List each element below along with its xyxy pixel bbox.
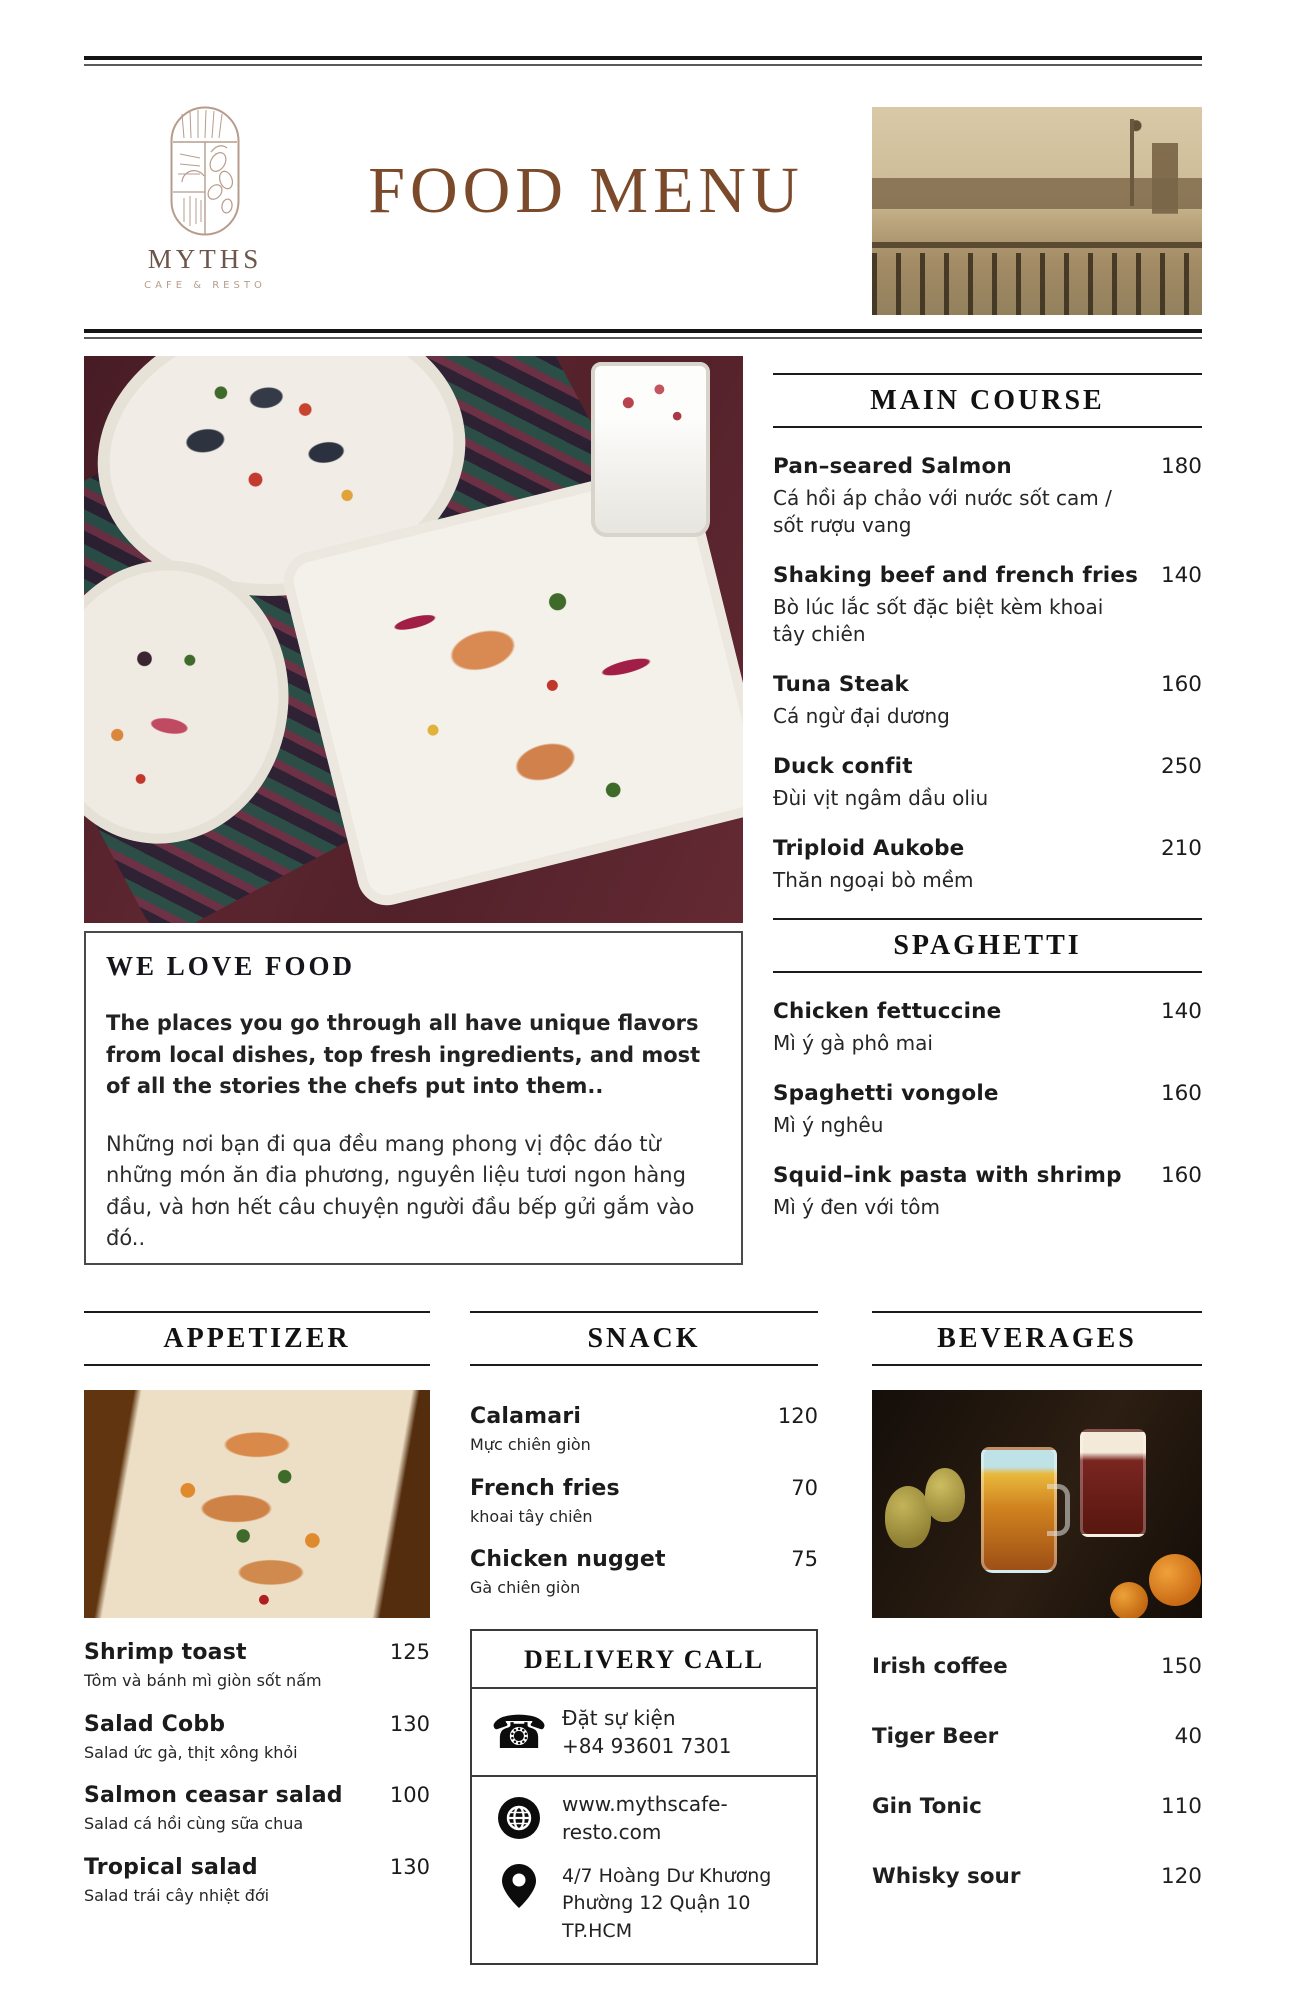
item-price: 100 <box>389 1783 430 1808</box>
section-title: MAIN COURSE <box>870 385 1105 416</box>
item-desc: Mì ý gà phô mai <box>773 1031 933 1055</box>
second-double-rule <box>84 329 1202 340</box>
top-double-rule <box>84 56 1202 67</box>
item-name: Triploid Aukobe <box>773 836 965 861</box>
delivery-address-row <box>472 1859 816 1964</box>
bottom-area <box>84 1311 1202 1965</box>
item-desc: Cá ngừ đại dương <box>773 704 950 728</box>
globe-icon <box>490 1796 548 1840</box>
item-desc: Mì ý nghêu <box>773 1113 884 1137</box>
page-title: FOOD MENU <box>368 154 804 227</box>
item-price: 40 <box>1174 1724 1202 1749</box>
item-name: Salad Cobb <box>84 1711 226 1737</box>
delivery-website: www.mythscafe-resto.com <box>562 1791 728 1844</box>
menu-item <box>84 1855 430 1907</box>
menu-item <box>872 1794 1202 1819</box>
we-love-food-body: Những nơi bạn đi qua đều mang phong vị độc đáo từ những món ăn đia phương, nguyên liệu tươi ngon hàng đầu, và hơn hết câu chuyện người đầu bếp gửi gắm vào đó.. <box>106 1131 695 1250</box>
we-love-food-lead: The places you go through all have unique flavors from local dishes, top fresh ingredients, and most of all the stories the chefs put into them.. <box>106 1011 701 1098</box>
beverages-header <box>872 1311 1202 1366</box>
appetizer-header <box>84 1311 430 1366</box>
item-price: 210 <box>1160 836 1202 861</box>
item-desc: Bò lúc lắc sốt đặc biệt kèm khoai tây chiên <box>773 595 1104 646</box>
right-column <box>773 373 1202 1265</box>
section-title: BEVERAGES <box>937 1323 1137 1354</box>
spaghetti-list <box>773 999 1202 1221</box>
masthead <box>84 67 1202 329</box>
we-love-food-title: WE LOVE FOOD <box>106 951 356 981</box>
spaghetti-header <box>773 918 1202 973</box>
item-price: 160 <box>1160 1163 1202 1188</box>
item-name: Salmon ceasar salad <box>84 1783 343 1809</box>
item-desc: Mực chiên giòn <box>470 1435 591 1454</box>
menu-item <box>773 836 1202 894</box>
item-name: Irish coffee <box>872 1654 1008 1679</box>
section-title: SNACK <box>587 1323 701 1354</box>
item-name: French fries <box>470 1475 620 1501</box>
delivery-address-line2: Phường 12 Quận 10 TP.HCM <box>562 1892 751 1942</box>
menu-item <box>773 1081 1202 1139</box>
section-title: SPAGHETTI <box>893 930 1082 961</box>
item-price: 125 <box>389 1640 430 1664</box>
item-name: Pan–seared Salmon <box>773 454 1012 479</box>
menu-item <box>84 1712 430 1764</box>
item-name: Squid–ink pasta with shrimp <box>773 1163 1122 1188</box>
item-price: 140 <box>1160 563 1202 588</box>
location-pin-icon <box>490 1863 548 1909</box>
appetizer-photo <box>84 1390 430 1618</box>
item-price: 150 <box>1160 1654 1202 1679</box>
main-course-header <box>773 373 1202 428</box>
item-desc: Thăn ngoại bò mềm <box>773 868 974 892</box>
main-area <box>84 356 1202 1265</box>
item-name: Tropical salad <box>84 1854 258 1880</box>
snack-column <box>470 1311 818 1965</box>
item-price: 250 <box>1160 754 1202 779</box>
menu-item <box>872 1724 1202 1749</box>
we-love-food-box <box>84 931 743 1265</box>
item-price: 120 <box>1160 1864 1202 1889</box>
item-price: 140 <box>1160 999 1202 1024</box>
item-desc: Mì ý đen với tôm <box>773 1195 940 1219</box>
brand-block <box>110 106 300 291</box>
snack-list <box>470 1404 818 1599</box>
item-desc: Salad cá hồi cùng sữa chua <box>84 1814 304 1834</box>
left-column <box>84 356 743 1265</box>
menu-item <box>470 1547 818 1599</box>
brand-logo-icon <box>170 106 240 236</box>
appetizer-column <box>84 1311 430 1965</box>
item-price: 130 <box>389 1711 430 1736</box>
phone-icon: ☎ <box>490 1704 548 1759</box>
menu-item <box>872 1864 1202 1889</box>
item-desc: Salad ức gà, thịt xông khỏi <box>84 1742 298 1762</box>
item-desc: Tôm và bánh mì giòn sốt nấm <box>84 1671 322 1690</box>
item-desc: Gà chiên giòn <box>470 1578 581 1598</box>
brand-tagline: CAFE & RESTO <box>144 279 266 291</box>
beverages-list <box>872 1654 1202 1889</box>
item-price: 110 <box>1160 1794 1202 1819</box>
appetizer-list <box>84 1640 430 1906</box>
menu-item <box>872 1654 1202 1679</box>
photo-detail <box>1080 1429 1146 1537</box>
item-desc: Đùi vịt ngâm dầu oliu <box>773 786 989 810</box>
item-desc: khoai tây chiên <box>470 1506 593 1526</box>
delivery-phone-number: +84 93601 7301 <box>562 1733 732 1758</box>
menu-item <box>773 754 1202 812</box>
item-price: 160 <box>1160 1081 1202 1106</box>
delivery-address-line1: 4/7 Hoàng Dư Khương <box>562 1864 772 1887</box>
menu-item <box>773 999 1202 1057</box>
brand-name: MYTHS <box>147 243 263 274</box>
photo-detail <box>1149 1554 1201 1606</box>
menu-item <box>84 1640 430 1692</box>
delivery-phone-row <box>472 1689 816 1777</box>
delivery-call-title: DELIVERY CALL <box>472 1631 816 1689</box>
item-name: Tuna Steak <box>773 672 910 697</box>
item-name: Spaghetti vongole <box>773 1081 999 1106</box>
photo-detail <box>981 1447 1057 1573</box>
item-price: 180 <box>1160 454 1202 479</box>
delivery-call-box <box>470 1629 818 1966</box>
snack-header <box>470 1311 818 1366</box>
item-name: Shrimp toast <box>84 1640 247 1665</box>
item-name: Tiger Beer <box>872 1724 999 1749</box>
delivery-phone-label: Đặt sự kiện <box>562 1705 676 1730</box>
item-name: Gin Tonic <box>872 1794 982 1819</box>
item-name: Duck confit <box>773 754 913 779</box>
item-name: Whisky sour <box>872 1864 1021 1889</box>
delivery-website-row <box>472 1777 816 1859</box>
menu-item <box>773 672 1202 730</box>
item-desc: Cá hồi áp chảo với nước sốt cam / sốt rượu vang <box>773 486 1112 537</box>
photo-detail <box>925 1468 965 1522</box>
menu-item <box>773 454 1202 539</box>
menu-item <box>773 563 1202 648</box>
beverages-photo <box>872 1390 1202 1618</box>
item-price: 120 <box>777 1404 818 1428</box>
photo-detail <box>591 362 710 538</box>
main-course-list <box>773 454 1202 894</box>
menu-item <box>470 1476 818 1528</box>
item-name: Chicken fettuccine <box>773 999 1002 1024</box>
item-name: Chicken nugget <box>470 1547 666 1573</box>
item-price: 70 <box>791 1475 818 1500</box>
menu-item <box>84 1783 430 1835</box>
item-price: 160 <box>1160 672 1202 697</box>
item-price: 75 <box>791 1547 818 1572</box>
beverages-column <box>872 1311 1202 1965</box>
item-price: 130 <box>389 1854 430 1879</box>
section-title: APPETIZER <box>163 1323 351 1354</box>
food-photo <box>84 356 743 923</box>
item-name: Shaking beef and french fries <box>773 563 1139 588</box>
item-desc: Salad trái cây nhiệt đới <box>84 1885 270 1905</box>
header-city-photo <box>872 107 1202 315</box>
menu-item <box>470 1404 818 1456</box>
menu-item <box>773 1163 1202 1221</box>
photo-detail <box>1110 1582 1148 1618</box>
item-name: Calamari <box>470 1404 582 1429</box>
